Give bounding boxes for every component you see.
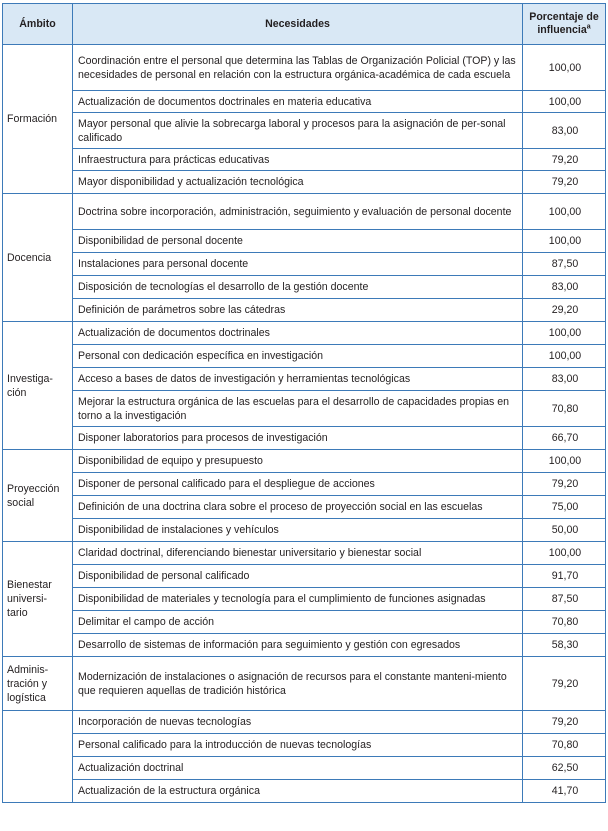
table-row [3, 171, 606, 194]
pct-cell: 100,00 [523, 322, 606, 345]
pct-cell: 70,80 [523, 611, 606, 634]
pct-cell: 58,30 [523, 634, 606, 657]
need-cell: Disponibilidad de personal calificado [73, 565, 523, 588]
pct-cell: 83,00 [523, 113, 606, 149]
needs-table [2, 3, 606, 803]
pct-cell: 100,00 [523, 542, 606, 565]
ambito-bienestar-universitario [3, 542, 73, 657]
ambito-line: Proyección [7, 482, 60, 495]
need-cell: Disponibilidad de equipo y presupuesto [73, 450, 523, 473]
table-row [3, 391, 606, 427]
table-row [3, 657, 606, 711]
pct-cell: 100,00 [523, 230, 606, 253]
pct-cell: 100,00 [523, 91, 606, 113]
table-row [3, 634, 606, 657]
need-cell: Disponibilidad de instalaciones y vehículos [73, 519, 523, 542]
ambito-line: logística [7, 691, 46, 704]
table-row [3, 276, 606, 299]
needs-table-container [2, 3, 605, 803]
need-cell: Actualización doctrinal [73, 757, 523, 780]
table-row [3, 588, 606, 611]
ambito-formacion: Formación [3, 45, 73, 194]
header-porcentaje-line1: Porcentaje de [529, 11, 599, 23]
header-ambito: Ámbito [3, 4, 73, 45]
table-row [3, 565, 606, 588]
need-cell: Acceso a bases de datos de investigación y herramientas tecnológicas [73, 368, 523, 391]
pct-cell: 83,00 [523, 276, 606, 299]
table-row [3, 780, 606, 803]
need-cell: Claridad doctrinal, diferenciando bienestar universitario y bienestar social [73, 542, 523, 565]
header-porcentaje-line2: influencia [537, 24, 587, 36]
pct-cell: 79,20 [523, 171, 606, 194]
pct-cell: 75,00 [523, 496, 606, 519]
need-cell: Delimitar el campo de acción [73, 611, 523, 634]
pct-cell: 100,00 [523, 345, 606, 368]
table-row [3, 194, 606, 230]
need-cell: Doctrina sobre incorporación, administración, seguimiento y evaluación de personal docente [73, 194, 523, 230]
pct-cell: 41,70 [523, 780, 606, 803]
pct-cell: 87,50 [523, 588, 606, 611]
pct-cell: 79,20 [523, 473, 606, 496]
table-row [3, 757, 606, 780]
ambito-line: tario [7, 607, 28, 619]
table-row [3, 149, 606, 171]
table-row [3, 542, 606, 565]
need-cell: Mayor personal que alivie la sobrecarga laboral y procesos para la asignación de per-sonal calificado [73, 113, 523, 149]
table-row [3, 496, 606, 519]
ambito-empty [3, 711, 73, 803]
need-cell: Personal calificado para la introducción de nuevas tecnologías [73, 734, 523, 757]
table-row [3, 113, 606, 149]
table-row [3, 345, 606, 368]
ambito-proyeccion-social [3, 450, 73, 542]
need-cell: Modernización de instalaciones o asignación de recursos para el constante manteni-miento que requieren aquellas de tradición histórica [73, 657, 523, 711]
need-cell: Personal con dedicación específica en investigación [73, 345, 523, 368]
ambito-line: ción [7, 386, 27, 399]
table-row [3, 519, 606, 542]
pct-cell: 100,00 [523, 45, 606, 91]
pct-cell: 79,20 [523, 711, 606, 734]
need-cell: Definición de parámetros sobre las cátedras [73, 299, 523, 322]
ambito-line: tración y [7, 677, 48, 690]
ambito-administracion-logistica [3, 657, 73, 711]
need-cell: Actualización de la estructura orgánica [73, 780, 523, 803]
pct-cell: 91,70 [523, 565, 606, 588]
need-cell: Actualización de documentos doctrinales [73, 322, 523, 345]
need-cell: Incorporación de nuevas tecnologías [73, 711, 523, 734]
need-cell: Desarrollo de sistemas de información para seguimiento y gestión con egresados [73, 634, 523, 657]
need-cell: Disponer laboratorios para procesos de investigación [73, 427, 523, 450]
need-cell: Mayor disponibilidad y actualización tecnológica [73, 171, 523, 194]
ambito-line: Investiga- [7, 372, 53, 385]
pct-cell: 79,20 [523, 149, 606, 171]
pct-cell: 50,00 [523, 519, 606, 542]
pct-cell: 83,00 [523, 368, 606, 391]
ambito-line: Adminis- [7, 663, 49, 676]
table-row [3, 253, 606, 276]
ambito-investigacion [3, 322, 73, 450]
table-row [3, 45, 606, 91]
ambito-line: social [7, 496, 35, 509]
table-row [3, 711, 606, 734]
ambito-docencia: Docencia [3, 194, 73, 322]
pct-cell: 70,80 [523, 734, 606, 757]
need-cell: Infraestructura para prácticas educativas [73, 149, 523, 171]
pct-cell: 100,00 [523, 194, 606, 230]
pct-cell: 62,50 [523, 757, 606, 780]
pct-cell: 70,80 [523, 391, 606, 427]
table-row [3, 322, 606, 345]
need-cell: Disponer de personal calificado para el despliegue de acciones [73, 473, 523, 496]
table-row [3, 427, 606, 450]
table-row [3, 91, 606, 113]
need-cell: Definición de una doctrina clara sobre el proceso de proyección social en las escuelas [73, 496, 523, 519]
header-footnote-mark: a [586, 23, 591, 31]
table-row [3, 368, 606, 391]
header-porcentaje [523, 4, 606, 45]
table-row [3, 473, 606, 496]
table-row [3, 299, 606, 322]
pct-cell: 79,20 [523, 657, 606, 711]
table-header-row [3, 4, 606, 45]
need-cell: Instalaciones para personal docente [73, 253, 523, 276]
need-cell: Disponibilidad de personal docente [73, 230, 523, 253]
pct-cell: 100,00 [523, 450, 606, 473]
ambito-line: Bienestar [7, 579, 52, 591]
need-cell: Actualización de documentos doctrinales en materia educativa [73, 91, 523, 113]
need-cell: Disposición de tecnologías el desarrollo de la gestión docente [73, 276, 523, 299]
need-cell: Coordinación entre el personal que determina las Tablas de Organización Policial (TOP) y las necesidades de personal en relación con la estructura orgánica-académica de cada escuela [73, 45, 523, 91]
need-cell: Disponibilidad de materiales y tecnología para el cumplimiento de funciones asignadas [73, 588, 523, 611]
need-cell: Mejorar la estructura orgánica de las escuelas para el desarrollo de capacidades propias en torno a la investigación [73, 391, 523, 427]
header-necesidades: Necesidades [73, 4, 523, 45]
pct-cell: 29,20 [523, 299, 606, 322]
table-row [3, 611, 606, 634]
pct-cell: 66,70 [523, 427, 606, 450]
table-row [3, 230, 606, 253]
pct-cell: 87,50 [523, 253, 606, 276]
table-row [3, 450, 606, 473]
table-row [3, 734, 606, 757]
ambito-line: universi- [7, 593, 48, 605]
